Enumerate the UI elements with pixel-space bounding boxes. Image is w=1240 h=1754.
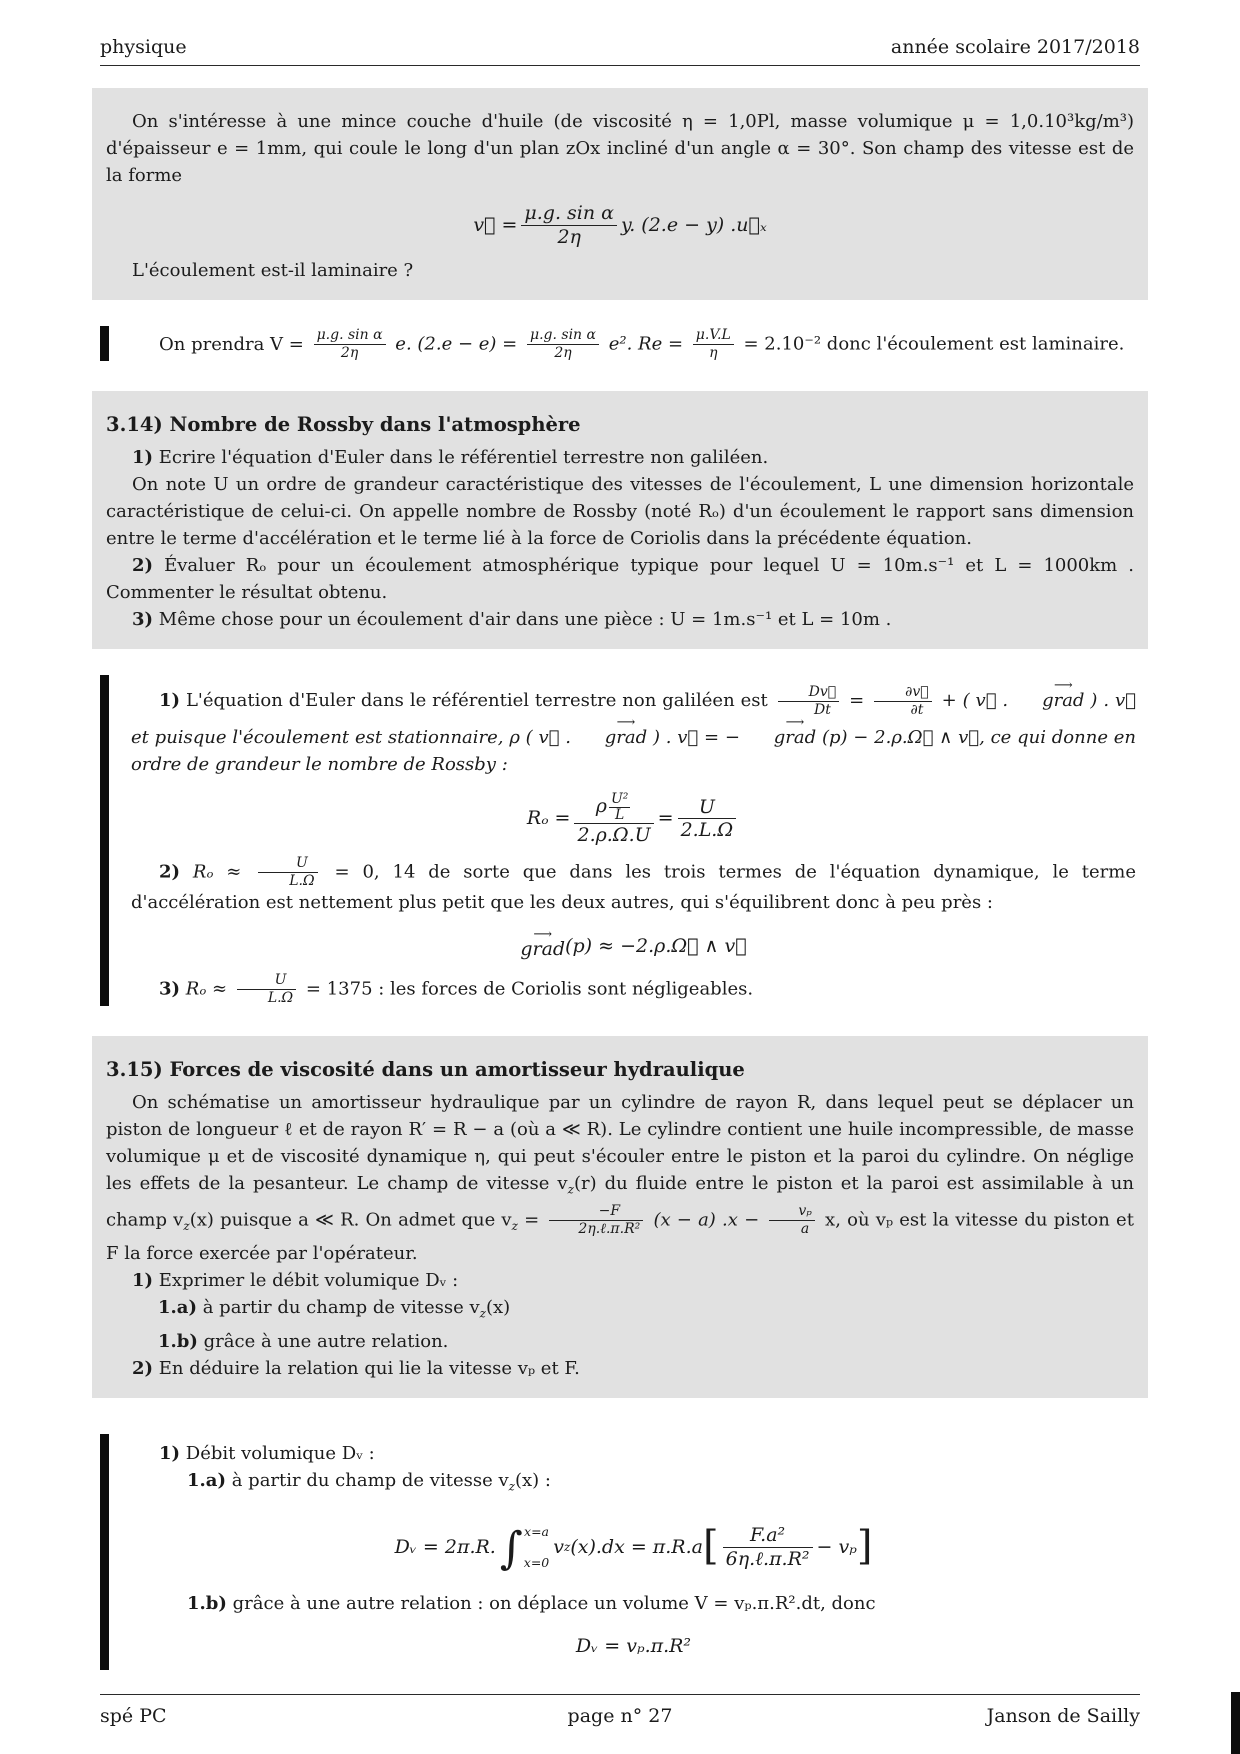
fraction-denominator: 2η.ℓ.π.R² (578, 1220, 641, 1237)
formula-text: Dᵥ = vₚ.π.R² (575, 1635, 692, 1658)
vector-arrow-icon: ⟶ (616, 714, 636, 730)
formula-lhs: Rₒ = (526, 807, 571, 830)
exercise-body: On s'intéresse à une mince couche d'huile (de viscosité η = 1,0Pl, masse volumique μ = 1,0.10³kg/m³) d'épaisseur e = 1mm, qui coule le long d'un plan zOx incliné d'un angle α = 30°. Son champ des vitesse est de la forme (106, 111, 1134, 186)
fraction-denominator: 2.ρ.Ω.U (577, 824, 651, 847)
subscript: z (567, 1182, 574, 1197)
formula-lhs: v⃗ = (473, 213, 518, 236)
fraction-denominator: 6η.ℓ.π.R² (725, 1547, 810, 1570)
grad-text: grad (520, 937, 566, 960)
answer-text: Rₒ ≈ (185, 978, 228, 1000)
formula-rhs: (p) ≈ −2.ρ.Ω⃗ ∧ v⃗ (565, 934, 747, 957)
fraction (769, 1204, 815, 1237)
fraction-denominator: 2η (554, 345, 572, 362)
header-rule (100, 65, 1140, 66)
exercise-body (106, 1089, 1134, 1267)
fraction (723, 1525, 813, 1569)
integral-limits (524, 1518, 549, 1576)
pressure-gradient-formula (131, 926, 1136, 963)
grad-text: grad (1042, 690, 1085, 712)
exercise-block-rossby (92, 391, 1148, 649)
grad-text: grad (604, 726, 648, 748)
answer-paragraph (131, 856, 1136, 916)
formula-mid: v (553, 1535, 564, 1558)
fraction-numerator: U (258, 856, 317, 873)
subscript: z (479, 1306, 486, 1321)
answer-item-label: 1.a) (187, 1469, 226, 1491)
fraction-numerator: U (678, 797, 737, 820)
grad-text: grad (773, 726, 817, 748)
question-text: (x) (485, 1296, 511, 1318)
question-label: 2) (132, 555, 154, 577)
exercise-title: 3.15) Forces de viscosité dans un amortisseur hydraulique (106, 1058, 745, 1082)
question-text: Ecrire l'équation d'Euler dans le référentiel terrestre non galiléen. (158, 447, 769, 469)
body-text: (x − a) .x − (653, 1209, 760, 1231)
answer-bar (100, 326, 109, 361)
page-footer (100, 1694, 1140, 1730)
fraction (874, 685, 932, 718)
integral-lower-limit: x=0 (523, 1555, 550, 1571)
exercise-body: On note U un ordre de grandeur caractéristique des vitesses de l'écoulement, L une dimension horizontale caractéristique de celui-ci. On appelle nombre de Rossby (noté Rₒ) d'un écoulement le rapport sans dimension entre le terme d'accélération et le terme lié à la force de Coriolis dans la précédente équation. (106, 474, 1134, 550)
answer-paragraph (131, 1590, 1136, 1617)
answer-item-label: 1) (159, 1442, 181, 1464)
question-label: 1) (132, 447, 154, 469)
fraction-numerator: F.a² (723, 1525, 813, 1548)
answer-text: On prendra V = (159, 333, 304, 355)
answer-item-label: 3) (159, 978, 181, 1000)
question-item (106, 552, 1134, 606)
header-course-label: physique (100, 36, 187, 58)
fraction-denominator: 2η (557, 225, 581, 248)
answer-text: (x) : (514, 1469, 551, 1491)
fraction-numerator: ∂v⃗ (874, 685, 932, 702)
integral-upper-limit: x=a (524, 1524, 550, 1540)
fraction-denominator: L.Ω (289, 872, 315, 889)
exercise-title: 3.14) Nombre de Rossby dans l'atmosphère (106, 413, 581, 437)
fraction-numerator: U² (610, 790, 629, 807)
subscript: z (511, 1218, 518, 1233)
answer-text: ) . v⃗ et puisque l'écoulement est stationnaire, ρ ( v⃗ . (131, 690, 1136, 748)
vector-arrow-icon: ⟶ (785, 714, 805, 730)
answer-text: L'équation d'Euler dans le référentiel terrestre non galiléen est (185, 690, 768, 712)
question-label: 1.a) (158, 1296, 197, 1318)
answer-paragraph (131, 973, 1136, 1006)
flow-rate-formula (131, 1518, 1136, 1576)
answer-text: = 0, 14 de sorte que dans les trois termes de l'équation dynamique, le terme d'accélération est nettement plus petit que les deux autres, qui s'équilibrent donc à peu près : (131, 861, 1136, 913)
answer-text: + ( v⃗ . (941, 690, 1009, 712)
body-text: On schématise un amortisseur hydraulique par un cylindre de rayon R, dans lequel peut se déplacer un piston de longueur ℓ et de rayon R′ = R − a (où a ≪ R). Le cylindre contient une huile incompressible, de masse volumique μ et de viscosité dynamique η, qui peut s'écouler entre le piston et la paroi du cylindre. On néglige les effets de la pesanteur. Le champ de vitesse v (106, 1092, 1134, 1195)
nested-fraction (609, 792, 630, 822)
right-bracket: ] (856, 1523, 873, 1570)
answer-item-label: 1.b) (187, 1593, 227, 1615)
answer-block-damper (100, 1434, 1140, 1671)
body-text: (r) du fluide entre le piston et la paroi est assimilable à un champ v (106, 1173, 1134, 1231)
question-item (106, 444, 1134, 471)
fraction-denominator: 2η (340, 345, 359, 362)
question-text: à partir du champ de vitesse v (202, 1296, 480, 1318)
question-item (106, 1355, 1134, 1382)
fraction-denominator: L.Ω (267, 990, 294, 1007)
rossby-number-formula (131, 792, 1136, 846)
integral-symbol: ∫ (499, 1523, 523, 1575)
answer-text: = 1375 : les forces de Coriolis sont négligeables. (305, 978, 754, 1000)
body-text: = (524, 1209, 540, 1231)
fraction-numerator: vₚ (769, 1204, 815, 1221)
question-item (106, 1294, 1134, 1328)
integral (500, 1518, 549, 1576)
answer-text: à partir du champ de vitesse v (231, 1469, 509, 1491)
answer-text: ) . v⃗ = − (652, 726, 740, 748)
answer-bar (100, 1434, 109, 1671)
fraction-numerator: μ.g. sin α (314, 328, 386, 345)
fraction-numerator: μ.g. sin α (527, 328, 599, 345)
exercise-block-oil-film (92, 88, 1148, 300)
fraction-denominator: Dt (813, 701, 831, 718)
body-text: (x) puisque a ≪ R. On admet que v (189, 1209, 512, 1231)
flow-rate-result-formula (131, 1633, 1136, 1660)
header-year-label: année scolaire 2017/2018 (890, 36, 1140, 58)
question-label: 1) (132, 1269, 154, 1291)
question-text: Exprimer le débit volumique Dᵥ : (158, 1269, 459, 1291)
page-header (100, 34, 1140, 66)
fraction (549, 1204, 643, 1237)
grad-operator (577, 714, 648, 751)
answer-text: = (849, 690, 865, 712)
fraction (527, 328, 599, 361)
answer-text: = 2.10⁻² donc l'écoulement est laminaire. (743, 333, 1125, 355)
footer-page-number: page n° 27 (567, 1705, 673, 1727)
question-text: grâce à une autre relation. (203, 1330, 449, 1352)
formula-lhs: Dᵥ = 2π.R. (394, 1535, 496, 1558)
fraction-denominator: ∂t (910, 701, 924, 718)
fraction (693, 328, 734, 361)
body-text: x, où vₚ est la vitesse du piston et F la force exercée par l'opérateur. (106, 1209, 1134, 1264)
fraction (314, 328, 386, 361)
subscript: z (183, 1218, 190, 1233)
grad-operator (746, 714, 817, 751)
left-bracket: [ (703, 1523, 719, 1570)
rho-symbol: ρ (595, 795, 607, 818)
question-text: Évaluer Rₒ pour un écoulement atmosphérique typique pour lequel U = 10m.s⁻¹ et L = 1000km . Commenter le résultat obtenu. (106, 555, 1134, 604)
fraction (237, 973, 296, 1006)
question-text: Même chose pour un écoulement d'air dans une pièce : U = 1m.s⁻¹ et L = 10m . (158, 609, 892, 631)
question-item (106, 1328, 1134, 1355)
formula-tail: − vₚ (816, 1535, 857, 1558)
subscript: z (564, 1539, 571, 1554)
velocity-field-formula (106, 203, 1134, 247)
answer-text: Débit volumique Dᵥ : (185, 1442, 375, 1464)
fraction (258, 856, 317, 889)
fraction-denominator: a (800, 1220, 810, 1237)
fraction (521, 203, 617, 247)
fraction-numerator: μ.g. sin α (521, 203, 617, 226)
fraction-numerator: −F (549, 1204, 643, 1221)
fraction-denominator: η (709, 345, 718, 362)
equals-sign: = (657, 807, 674, 830)
question-label: 2) (132, 1357, 154, 1379)
fraction (678, 797, 737, 841)
answer-bar (100, 675, 109, 1006)
fraction-denominator: 2.L.Ω (680, 819, 734, 842)
footer-rule (100, 1694, 1140, 1695)
answer-paragraph (131, 1467, 1136, 1501)
answer-paragraph (131, 1440, 1136, 1467)
answer-paragraph (131, 678, 1136, 778)
fraction-numerator (574, 792, 653, 824)
fraction-numerator: U (237, 973, 296, 990)
fraction-numerator: Dv⃗ (778, 685, 840, 702)
question-label: 1.b) (158, 1330, 198, 1352)
exercise-block-damper (92, 1036, 1148, 1397)
footer-school-label: Janson de Sailly (986, 1705, 1140, 1727)
grad-operator (1014, 678, 1085, 714)
vector-arrow-icon: ⟶ (533, 926, 553, 942)
answer-text: grâce à une autre relation : on déplace un volume V = vₚ.π.R².dt, donc (232, 1593, 876, 1615)
answer-text: Rₒ ≈ (192, 861, 242, 883)
fraction-denominator: L (615, 806, 625, 823)
exercise-question: L'écoulement est-il laminaire ? (132, 260, 414, 282)
fraction (574, 792, 653, 846)
grad-operator (520, 926, 566, 963)
question-text: En déduire la relation qui lie la vitesse vₚ et F. (158, 1357, 580, 1379)
answer-text: (p) − 2.ρ.Ω⃗ ∧ v⃗, ce qui donne en ordre de grandeur le nombre de Rossby : (131, 726, 1136, 775)
answer-block-laminar (100, 326, 1140, 361)
question-item (106, 1267, 1134, 1294)
formula-mid: (x).dx = π.R.a (570, 1535, 703, 1558)
answer-item-label: 2) (159, 861, 181, 883)
answer-text: e². Re = (608, 333, 684, 355)
question-item (106, 606, 1134, 633)
answer-block-rossby (100, 675, 1140, 1006)
vector-arrow-icon: ⟶ (1053, 678, 1073, 694)
answer-item-label: 1) (159, 690, 181, 712)
footer-class-label: spé PC (100, 1705, 167, 1727)
question-label: 3) (132, 609, 154, 631)
fraction-numerator: μ.V.L (693, 328, 734, 345)
scan-edge-artifact (1231, 1692, 1240, 1754)
formula-rhs: y. (2.e − y) .u⃗ₓ (621, 213, 767, 236)
subscript: z (508, 1479, 515, 1494)
answer-text: e. (2.e − e) = (395, 333, 518, 355)
